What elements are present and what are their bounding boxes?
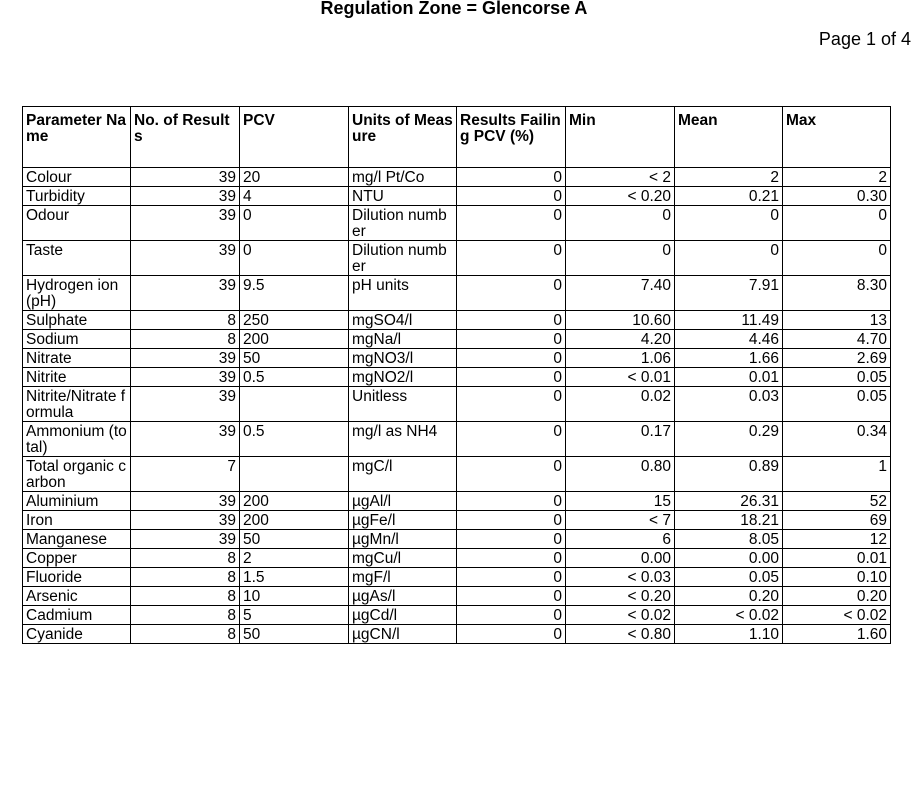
cell-units: mgCu/l [349, 549, 457, 568]
cell-mean: 0 [675, 206, 783, 241]
cell-mean: < 0.02 [675, 606, 783, 625]
cell-failing: 0 [457, 625, 566, 644]
cell-min: < 0.20 [566, 587, 675, 606]
cell-no-of-results: 39 [131, 206, 240, 241]
cell-pcv: 50 [240, 625, 349, 644]
cell-failing: 0 [457, 457, 566, 492]
cell-max: 0.10 [783, 568, 891, 587]
cell-mean: 0.20 [675, 587, 783, 606]
cell-max: 52 [783, 492, 891, 511]
header-no-of-results: No. of Results [131, 107, 240, 168]
cell-mean: 0 [675, 241, 783, 276]
cell-max: 0 [783, 241, 891, 276]
cell-max: < 0.02 [783, 606, 891, 625]
cell-parameter: Fluoride [23, 568, 131, 587]
cell-pcv: 0 [240, 241, 349, 276]
cell-min: < 0.80 [566, 625, 675, 644]
table-row [23, 549, 891, 568]
cell-mean: 11.49 [675, 311, 783, 330]
table-row [23, 311, 891, 330]
table-row [23, 457, 891, 492]
cell-min: < 2 [566, 168, 675, 187]
cell-no-of-results: 8 [131, 568, 240, 587]
cell-no-of-results: 39 [131, 511, 240, 530]
cell-pcv: 50 [240, 530, 349, 549]
cell-max: 0.01 [783, 549, 891, 568]
cell-parameter: Arsenic [23, 587, 131, 606]
cell-parameter: Aluminium [23, 492, 131, 511]
cell-max: 4.70 [783, 330, 891, 349]
cell-failing: 0 [457, 387, 566, 422]
cell-parameter: Hydrogen ion (pH) [23, 276, 131, 311]
cell-units: mgNa/l [349, 330, 457, 349]
cell-failing: 0 [457, 276, 566, 311]
cell-mean: 0.21 [675, 187, 783, 206]
cell-failing: 0 [457, 241, 566, 276]
cell-pcv: 10 [240, 587, 349, 606]
cell-min: 0.17 [566, 422, 675, 457]
cell-min: < 0.03 [566, 568, 675, 587]
cell-units: mg/l Pt/Co [349, 168, 457, 187]
cell-units: µgCN/l [349, 625, 457, 644]
cell-pcv: 0 [240, 206, 349, 241]
table-row [23, 187, 891, 206]
cell-max: 8.30 [783, 276, 891, 311]
table-row [23, 530, 891, 549]
cell-no-of-results: 39 [131, 349, 240, 368]
cell-min: 10.60 [566, 311, 675, 330]
cell-no-of-results: 7 [131, 457, 240, 492]
cell-units: mgSO4/l [349, 311, 457, 330]
cell-max: 0.05 [783, 387, 891, 422]
cell-parameter: Taste [23, 241, 131, 276]
cell-parameter: Turbidity [23, 187, 131, 206]
cell-pcv: 200 [240, 330, 349, 349]
cell-pcv: 0.5 [240, 368, 349, 387]
cell-units: mgNO2/l [349, 368, 457, 387]
cell-min: < 0.02 [566, 606, 675, 625]
cell-max: 1.60 [783, 625, 891, 644]
cell-max: 0.30 [783, 187, 891, 206]
table-row [23, 241, 891, 276]
report-title: Regulation Zone = Glencorse A [320, 0, 588, 18]
cell-parameter: Colour [23, 168, 131, 187]
cell-parameter: Nitrite/Nitrate formula [23, 387, 131, 422]
cell-no-of-results: 39 [131, 168, 240, 187]
cell-parameter: Copper [23, 549, 131, 568]
cell-failing: 0 [457, 587, 566, 606]
cell-parameter: Sodium [23, 330, 131, 349]
cell-parameter: Nitrite [23, 368, 131, 387]
cell-pcv: 200 [240, 511, 349, 530]
header-failing: Results Failing PCV (%) [457, 107, 566, 168]
cell-parameter: Manganese [23, 530, 131, 549]
cell-pcv: 0.5 [240, 422, 349, 457]
cell-parameter: Sulphate [23, 311, 131, 330]
cell-failing: 0 [457, 492, 566, 511]
cell-parameter: Total organic carbon [23, 457, 131, 492]
cell-mean: 1.66 [675, 349, 783, 368]
cell-units: Dilution number [349, 241, 457, 276]
cell-units: µgFe/l [349, 511, 457, 530]
cell-pcv: 250 [240, 311, 349, 330]
cell-mean: 0.05 [675, 568, 783, 587]
cell-mean: 4.46 [675, 330, 783, 349]
cell-no-of-results: 8 [131, 311, 240, 330]
cell-units: µgAs/l [349, 587, 457, 606]
table-row [23, 276, 891, 311]
cell-parameter: Ammonium (total) [23, 422, 131, 457]
cell-failing: 0 [457, 206, 566, 241]
table-row [23, 492, 891, 511]
cell-mean: 8.05 [675, 530, 783, 549]
cell-units: mg/l as NH4 [349, 422, 457, 457]
cell-parameter: Iron [23, 511, 131, 530]
cell-pcv: 5 [240, 606, 349, 625]
cell-pcv: 2 [240, 549, 349, 568]
cell-units: NTU [349, 187, 457, 206]
page-number: Page 1 of 4 [818, 29, 911, 49]
table-row [23, 587, 891, 606]
cell-mean: 18.21 [675, 511, 783, 530]
cell-pcv [240, 457, 349, 492]
cell-failing: 0 [457, 606, 566, 625]
cell-no-of-results: 39 [131, 387, 240, 422]
cell-failing: 0 [457, 168, 566, 187]
cell-no-of-results: 8 [131, 330, 240, 349]
cell-failing: 0 [457, 530, 566, 549]
cell-min: 4.20 [566, 330, 675, 349]
cell-no-of-results: 39 [131, 368, 240, 387]
cell-min: 0 [566, 206, 675, 241]
table-row [23, 422, 891, 457]
cell-no-of-results: 39 [131, 530, 240, 549]
cell-mean: 0.03 [675, 387, 783, 422]
header-parameter-name: Parameter Name [23, 107, 131, 168]
cell-failing: 0 [457, 311, 566, 330]
header-pcv: PCV [240, 107, 349, 168]
header-row [23, 107, 891, 168]
cell-units: µgAl/l [349, 492, 457, 511]
cell-min: < 0.20 [566, 187, 675, 206]
cell-min: 15 [566, 492, 675, 511]
cell-max: 13 [783, 311, 891, 330]
header-min: Min [566, 107, 675, 168]
cell-max: 1 [783, 457, 891, 492]
cell-max: 69 [783, 511, 891, 530]
cell-min: 0.00 [566, 549, 675, 568]
cell-units: pH units [349, 276, 457, 311]
cell-no-of-results: 8 [131, 549, 240, 568]
cell-units: mgNO3/l [349, 349, 457, 368]
cell-parameter: Odour [23, 206, 131, 241]
cell-max: 0.05 [783, 368, 891, 387]
cell-max: 0 [783, 206, 891, 241]
cell-pcv: 20 [240, 168, 349, 187]
cell-min: 0 [566, 241, 675, 276]
cell-mean: 1.10 [675, 625, 783, 644]
cell-parameter: Cadmium [23, 606, 131, 625]
cell-units: mgC/l [349, 457, 457, 492]
table-row [23, 568, 891, 587]
cell-min: 1.06 [566, 349, 675, 368]
header-units: Units of Measure [349, 107, 457, 168]
cell-min: < 7 [566, 511, 675, 530]
cell-units: µgCd/l [349, 606, 457, 625]
cell-no-of-results: 39 [131, 241, 240, 276]
cell-no-of-results: 39 [131, 492, 240, 511]
table-row [23, 606, 891, 625]
cell-max: 2 [783, 168, 891, 187]
cell-min: 6 [566, 530, 675, 549]
cell-parameter: Nitrate [23, 349, 131, 368]
cell-failing: 0 [457, 568, 566, 587]
cell-failing: 0 [457, 368, 566, 387]
table-row [23, 387, 891, 422]
cell-min: 0.80 [566, 457, 675, 492]
cell-mean: 0.00 [675, 549, 783, 568]
table-row [23, 330, 891, 349]
table-row [23, 625, 891, 644]
results-table [22, 106, 891, 644]
cell-units: µgMn/l [349, 530, 457, 549]
cell-units: Dilution number [349, 206, 457, 241]
cell-failing: 0 [457, 549, 566, 568]
cell-units: Unitless [349, 387, 457, 422]
cell-failing: 0 [457, 422, 566, 457]
cell-failing: 0 [457, 330, 566, 349]
cell-mean: 0.01 [675, 368, 783, 387]
cell-no-of-results: 8 [131, 625, 240, 644]
cell-mean: 2 [675, 168, 783, 187]
cell-pcv: 50 [240, 349, 349, 368]
cell-failing: 0 [457, 511, 566, 530]
cell-failing: 0 [457, 187, 566, 206]
cell-no-of-results: 39 [131, 276, 240, 311]
table-row [23, 349, 891, 368]
cell-min: 7.40 [566, 276, 675, 311]
cell-max: 0.34 [783, 422, 891, 457]
cell-pcv [240, 387, 349, 422]
cell-no-of-results: 8 [131, 587, 240, 606]
cell-no-of-results: 39 [131, 187, 240, 206]
cell-units: mgF/l [349, 568, 457, 587]
cell-pcv: 1.5 [240, 568, 349, 587]
header-max: Max [783, 107, 891, 168]
cell-no-of-results: 8 [131, 606, 240, 625]
cell-pcv: 4 [240, 187, 349, 206]
cell-pcv: 9.5 [240, 276, 349, 311]
table-row [23, 511, 891, 530]
cell-mean: 0.89 [675, 457, 783, 492]
cell-pcv: 200 [240, 492, 349, 511]
header-mean: Mean [675, 107, 783, 168]
cell-no-of-results: 39 [131, 422, 240, 457]
cell-max: 0.20 [783, 587, 891, 606]
cell-min: < 0.01 [566, 368, 675, 387]
cell-parameter: Cyanide [23, 625, 131, 644]
table-row [23, 206, 891, 241]
cell-max: 2.69 [783, 349, 891, 368]
table-row [23, 168, 891, 187]
table-row [23, 368, 891, 387]
cell-mean: 26.31 [675, 492, 783, 511]
cell-min: 0.02 [566, 387, 675, 422]
cell-failing: 0 [457, 349, 566, 368]
cell-mean: 7.91 [675, 276, 783, 311]
cell-mean: 0.29 [675, 422, 783, 457]
cell-max: 12 [783, 530, 891, 549]
